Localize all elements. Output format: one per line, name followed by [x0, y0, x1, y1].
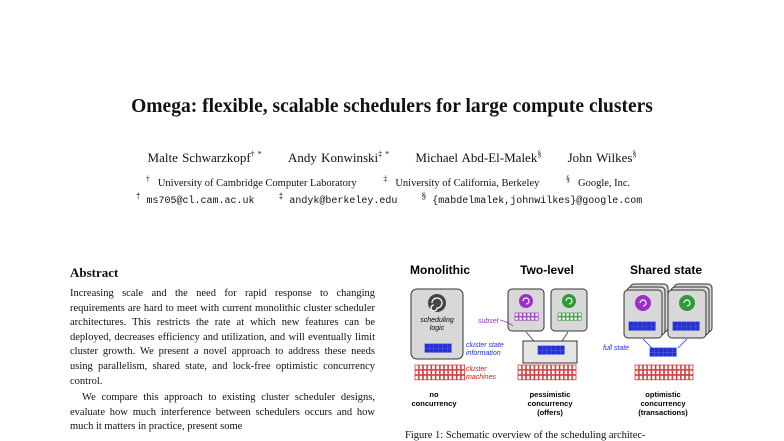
grid-cell [634, 322, 638, 326]
grid-cell [419, 375, 422, 379]
figure-column-heading: Monolithic [410, 263, 470, 277]
grid-cell [652, 365, 655, 369]
grid-cell [650, 348, 654, 352]
grid-cell [673, 375, 676, 379]
grid-cell [635, 370, 638, 374]
abstract-heading: Abstract [70, 265, 119, 280]
grid-cell [547, 365, 550, 369]
grid-cell [449, 365, 452, 369]
offer-arrow [562, 332, 568, 341]
email: † ms705@cl.cam.ac.uk [135, 193, 255, 208]
grid-cell [432, 370, 435, 374]
grid-cell [543, 375, 546, 379]
grid-cell [629, 322, 633, 326]
grid-cell [443, 349, 447, 353]
grid-cell [668, 353, 672, 357]
grid-cell [664, 365, 667, 369]
grid-cell [564, 365, 567, 369]
green-spiral-icon [562, 294, 576, 308]
grid-cell [562, 313, 565, 316]
grid-cell [635, 365, 638, 369]
affiliation: § Google, Inc. [565, 174, 631, 189]
grid-cell [639, 370, 642, 374]
figure-column-heading: Two-level [520, 263, 574, 277]
grid-cell [690, 370, 693, 374]
grid-cell [668, 348, 672, 352]
email: § {mabdelmalek,johnwilkes}@google.com [421, 193, 643, 208]
grid-cell [448, 349, 452, 353]
author: Malte Schwarzkopf† * [147, 150, 262, 166]
architecture-figure [400, 260, 720, 428]
grid-cell [453, 370, 456, 374]
grid-cell [685, 365, 688, 369]
grid-cell [543, 365, 546, 369]
grid-cell [434, 349, 438, 353]
figure-caption: Figure 1: Schematic overview of the scheduling architec- [405, 430, 646, 441]
grid-cell [664, 370, 667, 374]
grid-cell [560, 370, 563, 374]
grid-cell [660, 365, 663, 369]
grid-cell [556, 370, 559, 374]
grid-cell [643, 375, 646, 379]
grid-cell [574, 313, 577, 316]
grid-cell [453, 375, 456, 379]
grid-cell [423, 365, 426, 369]
grid-cell [691, 327, 695, 331]
grid-cell [556, 351, 560, 355]
grid-cell [440, 375, 443, 379]
grid-cell [415, 365, 418, 369]
grid-cell [685, 375, 688, 379]
grid-cell [574, 317, 577, 320]
grid-cell [691, 322, 695, 326]
grid-cell [444, 365, 447, 369]
grid-cell [519, 313, 522, 316]
offer-arrow [526, 332, 534, 341]
grid-cell [664, 375, 667, 379]
grid-cell [526, 365, 529, 369]
cluster-machines-grid [518, 365, 576, 380]
abstract-paragraph: Increasing scale and the need for rapid response to changing requirements are hard to meet with current monolithic cluster scheduler architectures. This restricts the rate at which new features can be deployed, decreases efficiency and utilization, and will eventually limit cluster growth. We present a novel approach to address these needs using parallelism, shared state, and lock-free optimistic concurrency control. [70, 288, 375, 387]
grid-cell [677, 370, 680, 374]
grid-cell [669, 365, 672, 369]
grid-cell [635, 375, 638, 379]
grid-cell [650, 353, 654, 357]
grid-cell [655, 353, 659, 357]
grid-cell [669, 370, 672, 374]
grid-cell [648, 375, 651, 379]
grid-cell [428, 370, 431, 374]
grid-cell [655, 348, 659, 352]
grid-cell [659, 348, 663, 352]
grid-cell [439, 349, 443, 353]
grid-cell [558, 313, 561, 316]
cluster-machines-label: cluster machines [466, 366, 496, 381]
grid-cell [562, 317, 565, 320]
grid-cell [538, 346, 542, 350]
cluster-machines-grid [635, 365, 693, 380]
grid-cell [430, 344, 434, 348]
grid-cell [419, 365, 422, 369]
monolithic-caption: no concurrency [411, 390, 457, 408]
abstract-body [70, 287, 375, 435]
grid-cell [428, 365, 431, 369]
grid-cell [436, 375, 439, 379]
grid-cell [539, 370, 542, 374]
author: Michael Abd-El-Malek§ [415, 150, 542, 166]
grid-cell [538, 351, 542, 355]
grid-cell [552, 351, 556, 355]
author: Andy Konwinski‡ * [287, 150, 390, 166]
grid-cell [428, 375, 431, 379]
full-state-label: full state [603, 345, 630, 352]
grid-cell [673, 348, 677, 352]
grid-cell [696, 327, 700, 331]
grid-cell [643, 370, 646, 374]
grid-cell [669, 375, 672, 379]
grid-cell [561, 346, 565, 350]
grid-cell [515, 313, 518, 316]
grid-cell [643, 327, 647, 331]
grid-cell [687, 322, 691, 326]
grid-cell [566, 313, 569, 316]
shared-state-grid [650, 348, 676, 356]
author: John Wilkes§ [567, 150, 637, 166]
grid-cell [685, 370, 688, 374]
grid-cell [425, 349, 429, 353]
grid-cell [552, 365, 555, 369]
grid-cell [449, 370, 452, 374]
grid-cell [634, 327, 638, 331]
abstract-paragraph: We compare this approach to existing cluster scheduler designs, evaluate how much interference between schedulers occurs and how much it matters in practice, present some [70, 392, 375, 433]
grid-cell [436, 365, 439, 369]
grid-cell [682, 322, 686, 326]
grid-cell [652, 375, 655, 379]
grid-cell [423, 375, 426, 379]
grid-cell [573, 365, 576, 369]
grid-cell [678, 327, 682, 331]
purple-spiral-icon [635, 295, 651, 311]
email: ‡ andyk@berkeley.edu [278, 193, 398, 208]
commit-arrow [678, 339, 687, 348]
grid-cell [687, 327, 691, 331]
grid-cell [656, 365, 659, 369]
grid-cell [535, 375, 538, 379]
grid-cell [425, 344, 429, 348]
grid-cell [531, 375, 534, 379]
grid-cell [552, 370, 555, 374]
grid-cell [660, 370, 663, 374]
grid-cell [556, 346, 560, 350]
grid-cell [461, 370, 464, 374]
paper-title: Omega: flexible, scalable schedulers for large compute clusters [131, 96, 653, 117]
grid-cell [543, 346, 547, 350]
grid-cell [682, 327, 686, 331]
grid-cell [638, 327, 642, 331]
cluster-state-label: cluster state information [466, 342, 504, 357]
grid-cell [681, 375, 684, 379]
affiliation: ‡ University of California, Berkeley [383, 174, 540, 189]
grid-cell [519, 317, 522, 320]
grid-cell [673, 365, 676, 369]
grid-cell [678, 322, 682, 326]
grid-cell [664, 353, 668, 357]
two-level-caption: pessimistic concurrency (offers) [527, 390, 573, 417]
grid-cell [673, 327, 677, 331]
grid-cell [539, 375, 542, 379]
grid-cell [673, 353, 677, 357]
grid-cell [531, 365, 534, 369]
grid-cell [448, 344, 452, 348]
grid-cell [677, 365, 680, 369]
scheduler-spiral-icon [428, 294, 446, 312]
grid-cell [461, 365, 464, 369]
grid-cell [638, 322, 642, 326]
grid-cell [436, 370, 439, 374]
grid-cell [444, 370, 447, 374]
grid-cell [440, 365, 443, 369]
grid-cell [449, 375, 452, 379]
grid-cell [564, 375, 567, 379]
grid-cell [523, 317, 526, 320]
grid-cell [415, 375, 418, 379]
email-list [0, 193, 784, 207]
cluster-machines-grid [415, 365, 465, 380]
affiliation: † University of Cambridge Computer Laboratory [145, 174, 357, 189]
grid-cell [461, 375, 464, 379]
grid-cell [535, 370, 538, 374]
grid-cell [578, 313, 581, 316]
grid-cell [547, 351, 551, 355]
grid-cell [522, 365, 525, 369]
grid-cell [660, 375, 663, 379]
grid-cell [570, 313, 573, 316]
grid-cell [552, 375, 555, 379]
grid-cell [643, 322, 647, 326]
grid-cell [652, 322, 656, 326]
grid-cell [681, 370, 684, 374]
scheduling-logic-label: scheduling logic [420, 317, 454, 332]
grid-cell [568, 370, 571, 374]
grid-cell [664, 348, 668, 352]
grid-cell [573, 375, 576, 379]
grid-cell [656, 375, 659, 379]
grid-cell [543, 351, 547, 355]
grid-cell [690, 375, 693, 379]
affiliation-list [0, 174, 784, 189]
green-spiral-icon [679, 295, 695, 311]
grid-cell [518, 370, 521, 374]
grid-cell [457, 365, 460, 369]
grid-cell [681, 365, 684, 369]
grid-cell [443, 344, 447, 348]
grid-cell [518, 365, 521, 369]
grid-cell [535, 313, 538, 316]
grid-cell [560, 365, 563, 369]
grid-cell [629, 327, 633, 331]
grid-cell [578, 317, 581, 320]
grid-cell [639, 365, 642, 369]
grid-cell [531, 317, 534, 320]
author-list [0, 150, 784, 166]
grid-cell [558, 317, 561, 320]
grid-cell [561, 351, 565, 355]
grid-cell [531, 370, 534, 374]
grid-cell [526, 375, 529, 379]
grid-cell [515, 317, 518, 320]
grid-cell [696, 322, 700, 326]
grid-cell [656, 370, 659, 374]
grid-cell [573, 370, 576, 374]
subset-label: subset [478, 318, 499, 325]
grid-cell [690, 365, 693, 369]
grid-cell [652, 327, 656, 331]
grid-cell [568, 365, 571, 369]
grid-cell [566, 317, 569, 320]
grid-cell [564, 370, 567, 374]
grid-cell [518, 375, 521, 379]
grid-cell [432, 375, 435, 379]
grid-cell [535, 365, 538, 369]
grid-cell [531, 313, 534, 316]
grid-cell [457, 375, 460, 379]
grid-cell [677, 375, 680, 379]
grid-cell [570, 317, 573, 320]
grid-cell [556, 365, 559, 369]
grid-cell [527, 317, 530, 320]
grid-cell [556, 375, 559, 379]
figure-column-heading: Shared state [629, 263, 703, 277]
grid-cell [547, 370, 550, 374]
grid-cell [652, 370, 655, 374]
grid-cell [415, 370, 418, 374]
grid-cell [643, 365, 646, 369]
grid-cell [522, 375, 525, 379]
grid-cell [430, 349, 434, 353]
purple-spiral-icon [519, 294, 533, 308]
grid-cell [432, 365, 435, 369]
grid-cell [522, 370, 525, 374]
grid-cell [423, 370, 426, 374]
grid-cell [444, 375, 447, 379]
grid-cell [673, 322, 677, 326]
grid-cell [440, 370, 443, 374]
grid-cell [526, 370, 529, 374]
grid-cell [457, 370, 460, 374]
shared-state-caption: optimistic concurrency (transactions) [638, 390, 688, 417]
grid-cell [647, 322, 651, 326]
grid-cell [527, 313, 530, 316]
grid-cell [648, 370, 651, 374]
grid-cell [453, 365, 456, 369]
grid-cell [539, 365, 542, 369]
grid-cell [523, 313, 526, 316]
grid-cell [535, 317, 538, 320]
grid-cell [434, 344, 438, 348]
grid-cell [647, 327, 651, 331]
commit-arrow [643, 339, 652, 348]
grid-cell [543, 370, 546, 374]
grid-cell [673, 370, 676, 374]
grid-cell [648, 365, 651, 369]
grid-cell [568, 375, 571, 379]
grid-cell [439, 344, 443, 348]
grid-cell [419, 370, 422, 374]
grid-cell [552, 346, 556, 350]
grid-cell [547, 375, 550, 379]
grid-cell [560, 375, 563, 379]
grid-cell [547, 346, 551, 350]
grid-cell [639, 375, 642, 379]
grid-cell [659, 353, 663, 357]
